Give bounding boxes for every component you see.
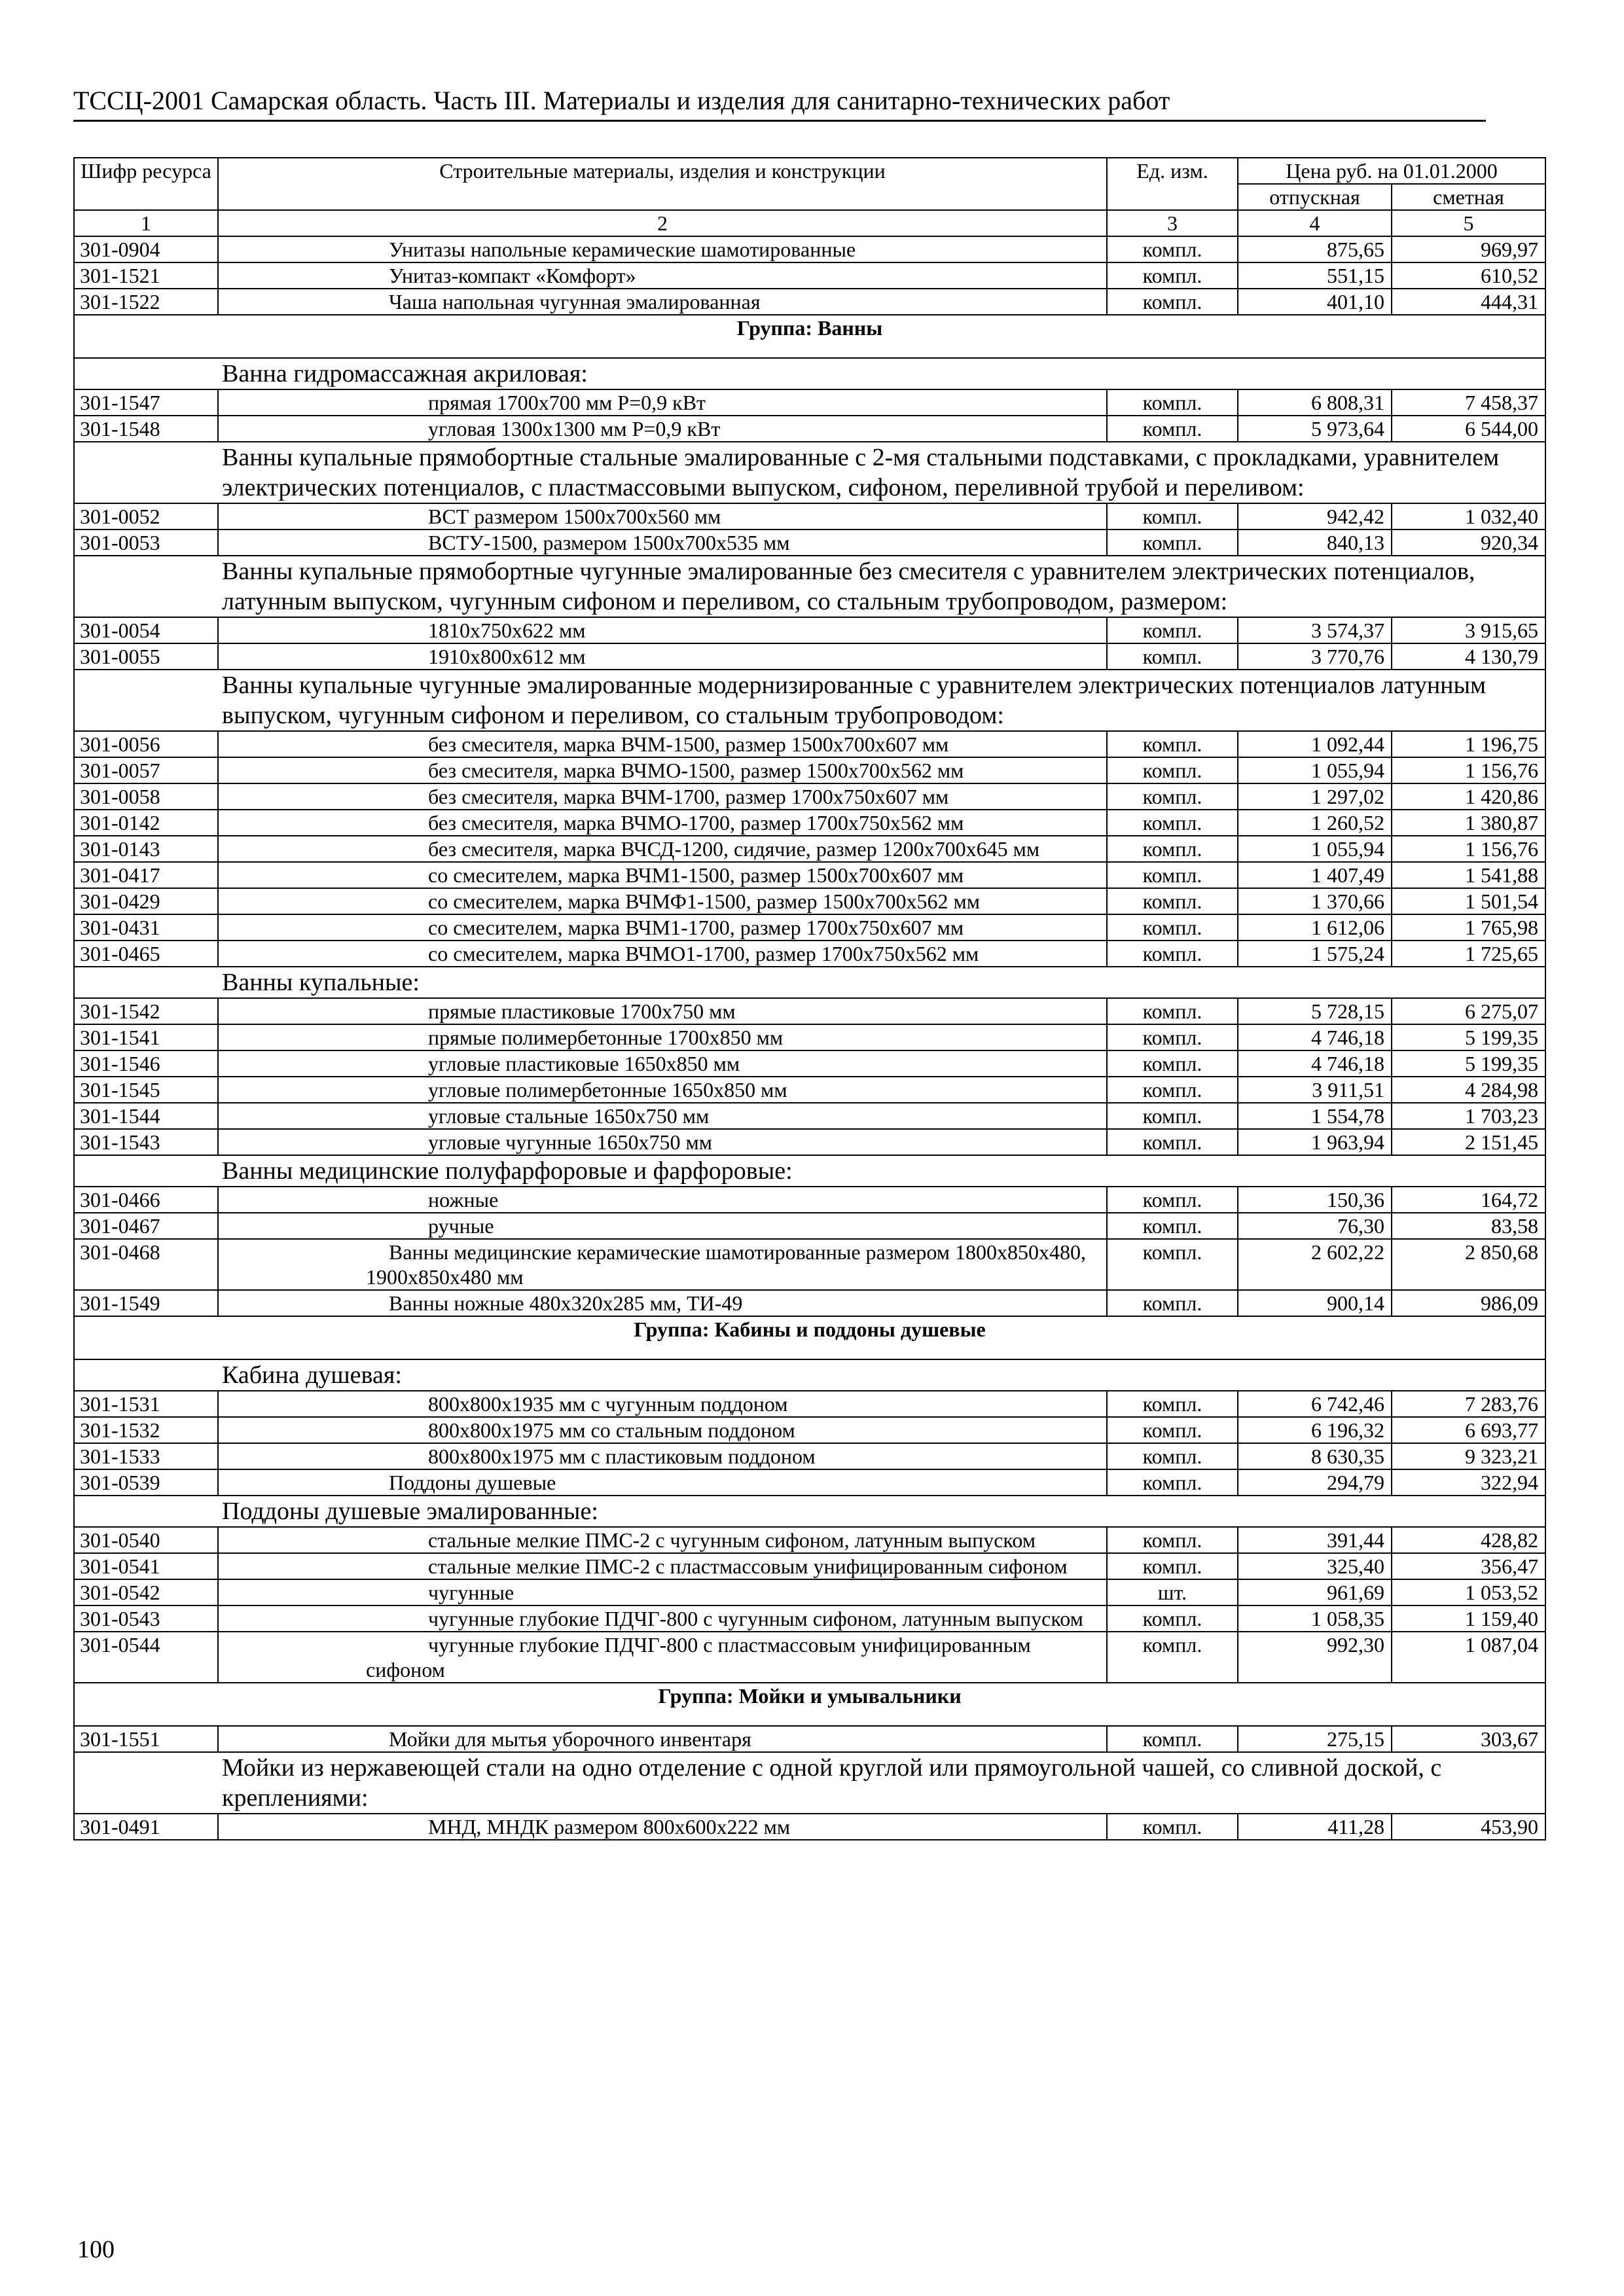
table-row bbox=[74, 1417, 1545, 1443]
release-price: 401,10 bbox=[1238, 289, 1392, 315]
subgroup-row bbox=[74, 358, 1545, 389]
resource-name: 800х800х1935 мм с чугунным поддоном bbox=[218, 1391, 1107, 1417]
resource-name: со смесителем, марка ВЧМ1-1700, размер 1700х750х607 мм bbox=[218, 914, 1107, 941]
page-number: 100 bbox=[77, 2236, 115, 2263]
table-row bbox=[74, 836, 1545, 862]
resource-code: 301-0467 bbox=[74, 1213, 218, 1239]
table-row bbox=[74, 1239, 1545, 1290]
estimate-price: 9 323,21 bbox=[1392, 1443, 1545, 1469]
group-heading-row bbox=[74, 315, 1545, 358]
estimate-price: 1 541,88 bbox=[1392, 862, 1545, 888]
unit-of-measure: компл. bbox=[1107, 416, 1238, 442]
column-number: 3 bbox=[1107, 210, 1238, 236]
release-price: 150,36 bbox=[1238, 1187, 1392, 1213]
column-number: 5 bbox=[1392, 210, 1545, 236]
resource-code: 301-0417 bbox=[74, 862, 218, 888]
resource-code: 301-1541 bbox=[74, 1024, 218, 1050]
unit-of-measure: компл. bbox=[1107, 1553, 1238, 1579]
estimate-price: 428,82 bbox=[1392, 1527, 1545, 1553]
resource-name: со смесителем, марка ВЧМ1-1500, размер 1500х700х607 мм bbox=[218, 862, 1107, 888]
resource-name: ножные bbox=[218, 1187, 1107, 1213]
release-price: 4 746,18 bbox=[1238, 1024, 1392, 1050]
estimate-price: 5 199,35 bbox=[1392, 1024, 1545, 1050]
release-price: 1 092,44 bbox=[1238, 731, 1392, 757]
table-row bbox=[74, 1553, 1545, 1579]
resource-name: ручные bbox=[218, 1213, 1107, 1239]
unit-of-measure: компл. bbox=[1107, 1024, 1238, 1050]
release-price: 411,28 bbox=[1238, 1814, 1392, 1840]
resource-name: угловые полимербетонные 1650х850 мм bbox=[218, 1077, 1107, 1103]
resource-code: 301-0429 bbox=[74, 888, 218, 914]
table-row bbox=[74, 998, 1545, 1024]
unit-of-measure: компл. bbox=[1107, 1814, 1238, 1840]
release-price: 6 196,32 bbox=[1238, 1417, 1392, 1443]
table-row bbox=[74, 503, 1545, 529]
subgroup-row bbox=[74, 1155, 1545, 1187]
release-price: 1 297,02 bbox=[1238, 783, 1392, 810]
subgroup-row bbox=[74, 1359, 1545, 1391]
resource-code: 301-0053 bbox=[74, 529, 218, 556]
resource-name: без смесителя, марка ВЧМО-1700, размер 1700х750х562 мм bbox=[218, 810, 1107, 836]
table-row bbox=[74, 888, 1545, 914]
resource-name: без смесителя, марка ВЧСД-1200, сидячие, размер 1200х700х645 мм bbox=[218, 836, 1107, 862]
release-price: 1 055,94 bbox=[1238, 836, 1392, 862]
unit-of-measure: компл. bbox=[1107, 1103, 1238, 1129]
estimate-price: 303,67 bbox=[1392, 1726, 1545, 1752]
resource-code: 301-0142 bbox=[74, 810, 218, 836]
unit-of-measure: компл. bbox=[1107, 643, 1238, 670]
estimate-price: 4 284,98 bbox=[1392, 1077, 1545, 1103]
resource-name: Ванны ножные 480х320х285 мм, ТИ-49 bbox=[218, 1290, 1107, 1316]
unit-of-measure: шт. bbox=[1107, 1579, 1238, 1605]
column-number: 2 bbox=[218, 210, 1107, 236]
release-price: 1 370,66 bbox=[1238, 888, 1392, 914]
unit-of-measure: компл. bbox=[1107, 1632, 1238, 1683]
table-row bbox=[74, 941, 1545, 967]
release-price: 551,15 bbox=[1238, 262, 1392, 289]
resource-code: 301-0431 bbox=[74, 914, 218, 941]
estimate-price: 356,47 bbox=[1392, 1553, 1545, 1579]
table-row bbox=[74, 1579, 1545, 1605]
resource-name: Чаша напольная чугунная эмалированная bbox=[218, 289, 1107, 315]
unit-of-measure: компл. bbox=[1107, 836, 1238, 862]
unit-of-measure: компл. bbox=[1107, 1726, 1238, 1752]
estimate-price: 1 159,40 bbox=[1392, 1605, 1545, 1632]
column-number: 4 bbox=[1238, 210, 1392, 236]
table-row bbox=[74, 416, 1545, 442]
estimate-price: 6 275,07 bbox=[1392, 998, 1545, 1024]
release-price: 1 575,24 bbox=[1238, 941, 1392, 967]
resource-name: ВСТ размером 1500х700х560 мм bbox=[218, 503, 1107, 529]
subgroup-row bbox=[74, 556, 1545, 617]
release-price: 76,30 bbox=[1238, 1213, 1392, 1239]
table-row bbox=[74, 617, 1545, 643]
unit-of-measure: компл. bbox=[1107, 1417, 1238, 1443]
resource-name: прямые полимербетонные 1700х850 мм bbox=[218, 1024, 1107, 1050]
resource-code: 301-1543 bbox=[74, 1129, 218, 1155]
resource-name: без смесителя, марка ВЧМО-1500, размер 1500х700х562 мм bbox=[218, 757, 1107, 783]
table-header-row bbox=[74, 158, 1545, 184]
resource-code: 301-1551 bbox=[74, 1726, 218, 1752]
table-row bbox=[74, 1187, 1545, 1213]
unit-of-measure: компл. bbox=[1107, 1239, 1238, 1290]
resource-name: прямые пластиковые 1700х750 мм bbox=[218, 998, 1107, 1024]
resource-name: ВСТУ-1500, размером 1500х700х535 мм bbox=[218, 529, 1107, 556]
table-row bbox=[74, 757, 1545, 783]
resource-name: без смесителя, марка ВЧМ-1700, размер 1700х750х607 мм bbox=[218, 783, 1107, 810]
release-price: 942,42 bbox=[1238, 503, 1392, 529]
unit-of-measure: компл. bbox=[1107, 731, 1238, 757]
unit-of-measure: компл. bbox=[1107, 783, 1238, 810]
unit-of-measure: компл. bbox=[1107, 914, 1238, 941]
unit-of-measure: компл. bbox=[1107, 1050, 1238, 1077]
resource-code: 301-0466 bbox=[74, 1187, 218, 1213]
estimate-price: 1 725,65 bbox=[1392, 941, 1545, 967]
resource-code: 301-0468 bbox=[74, 1239, 218, 1290]
estimate-price: 2 151,45 bbox=[1392, 1129, 1545, 1155]
release-price: 3 770,76 bbox=[1238, 643, 1392, 670]
resource-code: 301-0491 bbox=[74, 1814, 218, 1840]
resource-code: 301-0542 bbox=[74, 1579, 218, 1605]
estimate-price: 164,72 bbox=[1392, 1187, 1545, 1213]
resource-name: угловые пластиковые 1650х850 мм bbox=[218, 1050, 1107, 1077]
release-price: 325,40 bbox=[1238, 1553, 1392, 1579]
resource-code: 301-1533 bbox=[74, 1443, 218, 1469]
running-header: ТССЦ-2001 Самарская область. Часть III. Материалы и изделия для санитарно-технических работ bbox=[73, 86, 1170, 115]
release-price: 900,14 bbox=[1238, 1290, 1392, 1316]
resource-code: 301-0056 bbox=[74, 731, 218, 757]
subgroup-row bbox=[74, 967, 1545, 998]
header-code: Шифр ресурса bbox=[74, 158, 218, 210]
release-price: 6 742,46 bbox=[1238, 1391, 1392, 1417]
resource-name: чугунные глубокие ПДЧГ-800 с чугунным сифоном, латунным выпуском bbox=[218, 1605, 1107, 1632]
table-row bbox=[74, 1726, 1545, 1752]
unit-of-measure: компл. bbox=[1107, 236, 1238, 262]
unit-of-measure: компл. bbox=[1107, 1290, 1238, 1316]
resource-code: 301-0054 bbox=[74, 617, 218, 643]
subgroup-heading: Ванна гидромассажная акриловая: bbox=[74, 358, 1545, 389]
unit-of-measure: компл. bbox=[1107, 757, 1238, 783]
unit-of-measure: компл. bbox=[1107, 1391, 1238, 1417]
resource-name: Поддоны душевые bbox=[218, 1469, 1107, 1496]
table-row bbox=[74, 1213, 1545, 1239]
estimate-price: 969,97 bbox=[1392, 236, 1545, 262]
table-row bbox=[74, 862, 1545, 888]
price-table bbox=[73, 157, 1546, 1840]
estimate-price: 444,31 bbox=[1392, 289, 1545, 315]
header-price: Цена руб. на 01.01.2000 bbox=[1238, 158, 1545, 184]
resource-name: чугунные bbox=[218, 1579, 1107, 1605]
resource-name: угловые стальные 1650х750 мм bbox=[218, 1103, 1107, 1129]
resource-code: 301-0539 bbox=[74, 1469, 218, 1496]
table-row bbox=[74, 1469, 1545, 1496]
resource-code: 301-1546 bbox=[74, 1050, 218, 1077]
release-price: 294,79 bbox=[1238, 1469, 1392, 1496]
resource-code: 301-0052 bbox=[74, 503, 218, 529]
release-price: 3 574,37 bbox=[1238, 617, 1392, 643]
unit-of-measure: компл. bbox=[1107, 941, 1238, 967]
estimate-price: 1 156,76 bbox=[1392, 757, 1545, 783]
table-row bbox=[74, 1443, 1545, 1469]
resource-code: 301-1545 bbox=[74, 1077, 218, 1103]
table-row bbox=[74, 810, 1545, 836]
resource-name: угловые чугунные 1650х750 мм bbox=[218, 1129, 1107, 1155]
header-estimate-price: сметная bbox=[1392, 184, 1545, 210]
resource-code: 301-0543 bbox=[74, 1605, 218, 1632]
table-row bbox=[74, 1527, 1545, 1553]
unit-of-measure: компл. bbox=[1107, 1077, 1238, 1103]
unit-of-measure: компл. bbox=[1107, 289, 1238, 315]
release-price: 1 260,52 bbox=[1238, 810, 1392, 836]
resource-name: Унитаз-компакт «Комфорт» bbox=[218, 262, 1107, 289]
estimate-price: 7 283,76 bbox=[1392, 1391, 1545, 1417]
table-row bbox=[74, 1391, 1545, 1417]
resource-code: 301-0143 bbox=[74, 836, 218, 862]
resource-name: 800х800х1975 мм с пластиковым поддоном bbox=[218, 1443, 1107, 1469]
table-row bbox=[74, 389, 1545, 416]
unit-of-measure: компл. bbox=[1107, 262, 1238, 289]
release-price: 840,13 bbox=[1238, 529, 1392, 556]
resource-code: 301-1542 bbox=[74, 998, 218, 1024]
resource-code: 301-1547 bbox=[74, 389, 218, 416]
estimate-price: 1 703,23 bbox=[1392, 1103, 1545, 1129]
unit-of-measure: компл. bbox=[1107, 888, 1238, 914]
release-price: 5 728,15 bbox=[1238, 998, 1392, 1024]
resource-name: чугунные глубокие ПДЧГ-800 с пластмассовым унифицированным сифоном bbox=[218, 1632, 1107, 1683]
subgroup-heading: Ванны купальные: bbox=[74, 967, 1545, 998]
resource-code: 301-0465 bbox=[74, 941, 218, 967]
estimate-price: 1 765,98 bbox=[1392, 914, 1545, 941]
resource-name: Ванны медицинские керамические шамотированные размером 1800х850х480, 1900х850х480 мм bbox=[218, 1239, 1107, 1290]
table-row bbox=[74, 1290, 1545, 1316]
resource-name: 1810х750х622 мм bbox=[218, 617, 1107, 643]
release-price: 4 746,18 bbox=[1238, 1050, 1392, 1077]
header-release-price: отпускная bbox=[1238, 184, 1392, 210]
estimate-price: 4 130,79 bbox=[1392, 643, 1545, 670]
resource-code: 301-0904 bbox=[74, 236, 218, 262]
subgroup-row bbox=[74, 670, 1545, 731]
header-rule bbox=[73, 120, 1486, 122]
group-heading: Группа: Ванны bbox=[74, 315, 1545, 358]
unit-of-measure: компл. bbox=[1107, 503, 1238, 529]
resource-code: 301-1521 bbox=[74, 262, 218, 289]
resource-code: 301-0540 bbox=[74, 1527, 218, 1553]
subgroup-heading: Мойки из нержавеющей стали на одно отделение с одной круглой или прямоугольной чашей, со сливной доской, с креплениями: bbox=[74, 1752, 1545, 1814]
release-price: 8 630,35 bbox=[1238, 1443, 1392, 1469]
subgroup-heading: Ванны купальные прямобортные стальные эмалированные с 2-мя стальными подставками, с прокладками, уравнителем электрических потенциалов, с пластмассовыми выпуском, сифоном, переливной трубой и переливом: bbox=[74, 442, 1545, 503]
estimate-price: 322,94 bbox=[1392, 1469, 1545, 1496]
table-row bbox=[74, 783, 1545, 810]
resource-code: 301-1548 bbox=[74, 416, 218, 442]
estimate-price: 1 053,52 bbox=[1392, 1579, 1545, 1605]
unit-of-measure: компл. bbox=[1107, 1443, 1238, 1469]
resource-code: 301-1549 bbox=[74, 1290, 218, 1316]
resource-code: 301-1531 bbox=[74, 1391, 218, 1417]
subgroup-row bbox=[74, 442, 1545, 503]
estimate-price: 2 850,68 bbox=[1392, 1239, 1545, 1290]
release-price: 1 963,94 bbox=[1238, 1129, 1392, 1155]
estimate-price: 3 915,65 bbox=[1392, 617, 1545, 643]
resource-code: 301-0544 bbox=[74, 1632, 218, 1683]
unit-of-measure: компл. bbox=[1107, 998, 1238, 1024]
subgroup-row bbox=[74, 1752, 1545, 1814]
release-price: 1 612,06 bbox=[1238, 914, 1392, 941]
table-row bbox=[74, 643, 1545, 670]
table-row bbox=[74, 1077, 1545, 1103]
group-heading: Группа: Кабины и поддоны душевые bbox=[74, 1316, 1545, 1359]
release-price: 961,69 bbox=[1238, 1579, 1392, 1605]
resource-name: без смесителя, марка ВЧМ-1500, размер 1500х700х607 мм bbox=[218, 731, 1107, 757]
estimate-price: 6 544,00 bbox=[1392, 416, 1545, 442]
unit-of-measure: компл. bbox=[1107, 1527, 1238, 1553]
release-price: 2 602,22 bbox=[1238, 1239, 1392, 1290]
estimate-price: 1 087,04 bbox=[1392, 1632, 1545, 1683]
group-heading-row bbox=[74, 1683, 1545, 1726]
estimate-price: 5 199,35 bbox=[1392, 1050, 1545, 1077]
header-name: Строительные материалы, изделия и конструкции bbox=[218, 158, 1107, 210]
group-heading: Группа: Мойки и умывальники bbox=[74, 1683, 1545, 1726]
table-row bbox=[74, 1632, 1545, 1683]
release-price: 3 911,51 bbox=[1238, 1077, 1392, 1103]
table-row bbox=[74, 236, 1545, 262]
estimate-price: 6 693,77 bbox=[1392, 1417, 1545, 1443]
table-row bbox=[74, 914, 1545, 941]
unit-of-measure: компл. bbox=[1107, 529, 1238, 556]
table-row bbox=[74, 1024, 1545, 1050]
subgroup-heading: Ванны купальные чугунные эмалированные модернизированные с уравнителем электрических потенциалов латунным выпуском, чугунным сифоном и переливом, со стальным трубопроводом: bbox=[74, 670, 1545, 731]
resource-name: МНД, МНДК размером 800х600х222 мм bbox=[218, 1814, 1107, 1840]
resource-code: 301-0541 bbox=[74, 1553, 218, 1579]
table-row bbox=[74, 1103, 1545, 1129]
unit-of-measure: компл. bbox=[1107, 1129, 1238, 1155]
estimate-price: 453,90 bbox=[1392, 1814, 1545, 1840]
table-row bbox=[74, 529, 1545, 556]
unit-of-measure: компл. bbox=[1107, 617, 1238, 643]
estimate-price: 1 032,40 bbox=[1392, 503, 1545, 529]
estimate-price: 920,34 bbox=[1392, 529, 1545, 556]
unit-of-measure: компл. bbox=[1107, 1605, 1238, 1632]
header-unit: Ед. изм. bbox=[1107, 158, 1238, 210]
column-number-row bbox=[74, 210, 1545, 236]
subgroup-heading: Кабина душевая: bbox=[74, 1359, 1545, 1391]
table-row bbox=[74, 262, 1545, 289]
subgroup-heading: Ванны медицинские полуфарфоровые и фарфоровые: bbox=[74, 1155, 1545, 1187]
resource-name: прямая 1700х700 мм Р=0,9 кВт bbox=[218, 389, 1107, 416]
table-row bbox=[74, 731, 1545, 757]
estimate-price: 610,52 bbox=[1392, 262, 1545, 289]
resource-name: стальные мелкие ПМС-2 с чугунным сифоном, латунным выпуском bbox=[218, 1527, 1107, 1553]
subgroup-heading: Ванны купальные прямобортные чугунные эмалированные без смесителя с уравнителем электрических потенциалов, латунным выпуском, чугунным сифоном и переливом, со стальным трубопроводом, размером: bbox=[74, 556, 1545, 617]
table-row bbox=[74, 1129, 1545, 1155]
release-price: 992,30 bbox=[1238, 1632, 1392, 1683]
estimate-price: 1 420,86 bbox=[1392, 783, 1545, 810]
table-row bbox=[74, 1605, 1545, 1632]
estimate-price: 1 196,75 bbox=[1392, 731, 1545, 757]
release-price: 275,15 bbox=[1238, 1726, 1392, 1752]
unit-of-measure: компл. bbox=[1107, 1187, 1238, 1213]
release-price: 1 055,94 bbox=[1238, 757, 1392, 783]
subgroup-heading: Поддоны душевые эмалированные: bbox=[74, 1496, 1545, 1527]
resource-name: со смесителем, марка ВЧМФ1-1500, размер 1500х700х562 мм bbox=[218, 888, 1107, 914]
release-price: 5 973,64 bbox=[1238, 416, 1392, 442]
resource-name: угловая 1300х1300 мм Р=0,9 кВт bbox=[218, 416, 1107, 442]
unit-of-measure: компл. bbox=[1107, 810, 1238, 836]
resource-code: 301-0057 bbox=[74, 757, 218, 783]
estimate-price: 7 458,37 bbox=[1392, 389, 1545, 416]
release-price: 1 058,35 bbox=[1238, 1605, 1392, 1632]
unit-of-measure: компл. bbox=[1107, 389, 1238, 416]
table-row bbox=[74, 289, 1545, 315]
resource-name: 800х800х1975 мм со стальным поддоном bbox=[218, 1417, 1107, 1443]
resource-code: 301-1522 bbox=[74, 289, 218, 315]
unit-of-measure: компл. bbox=[1107, 1469, 1238, 1496]
resource-name: стальные мелкие ПМС-2 с пластмассовым унифицированным сифоном bbox=[218, 1553, 1107, 1579]
estimate-price: 1 156,76 bbox=[1392, 836, 1545, 862]
release-price: 875,65 bbox=[1238, 236, 1392, 262]
unit-of-measure: компл. bbox=[1107, 862, 1238, 888]
column-number: 1 bbox=[74, 210, 218, 236]
group-heading-row bbox=[74, 1316, 1545, 1359]
resource-name: со смесителем, марка ВЧМО1-1700, размер 1700х750х562 мм bbox=[218, 941, 1107, 967]
estimate-price: 83,58 bbox=[1392, 1213, 1545, 1239]
resource-code: 301-0055 bbox=[74, 643, 218, 670]
table-row bbox=[74, 1050, 1545, 1077]
table-row bbox=[74, 1814, 1545, 1840]
estimate-price: 986,09 bbox=[1392, 1290, 1545, 1316]
unit-of-measure: компл. bbox=[1107, 1213, 1238, 1239]
resource-code: 301-1544 bbox=[74, 1103, 218, 1129]
subgroup-row bbox=[74, 1496, 1545, 1527]
estimate-price: 1 501,54 bbox=[1392, 888, 1545, 914]
resource-name: 1910х800х612 мм bbox=[218, 643, 1107, 670]
release-price: 1 407,49 bbox=[1238, 862, 1392, 888]
resource-name: Мойки для мытья уборочного инвентаря bbox=[218, 1726, 1107, 1752]
resource-code: 301-0058 bbox=[74, 783, 218, 810]
estimate-price: 1 380,87 bbox=[1392, 810, 1545, 836]
release-price: 6 808,31 bbox=[1238, 389, 1392, 416]
release-price: 1 554,78 bbox=[1238, 1103, 1392, 1129]
resource-code: 301-1532 bbox=[74, 1417, 218, 1443]
resource-name: Унитазы напольные керамические шамотированные bbox=[218, 236, 1107, 262]
release-price: 391,44 bbox=[1238, 1527, 1392, 1553]
